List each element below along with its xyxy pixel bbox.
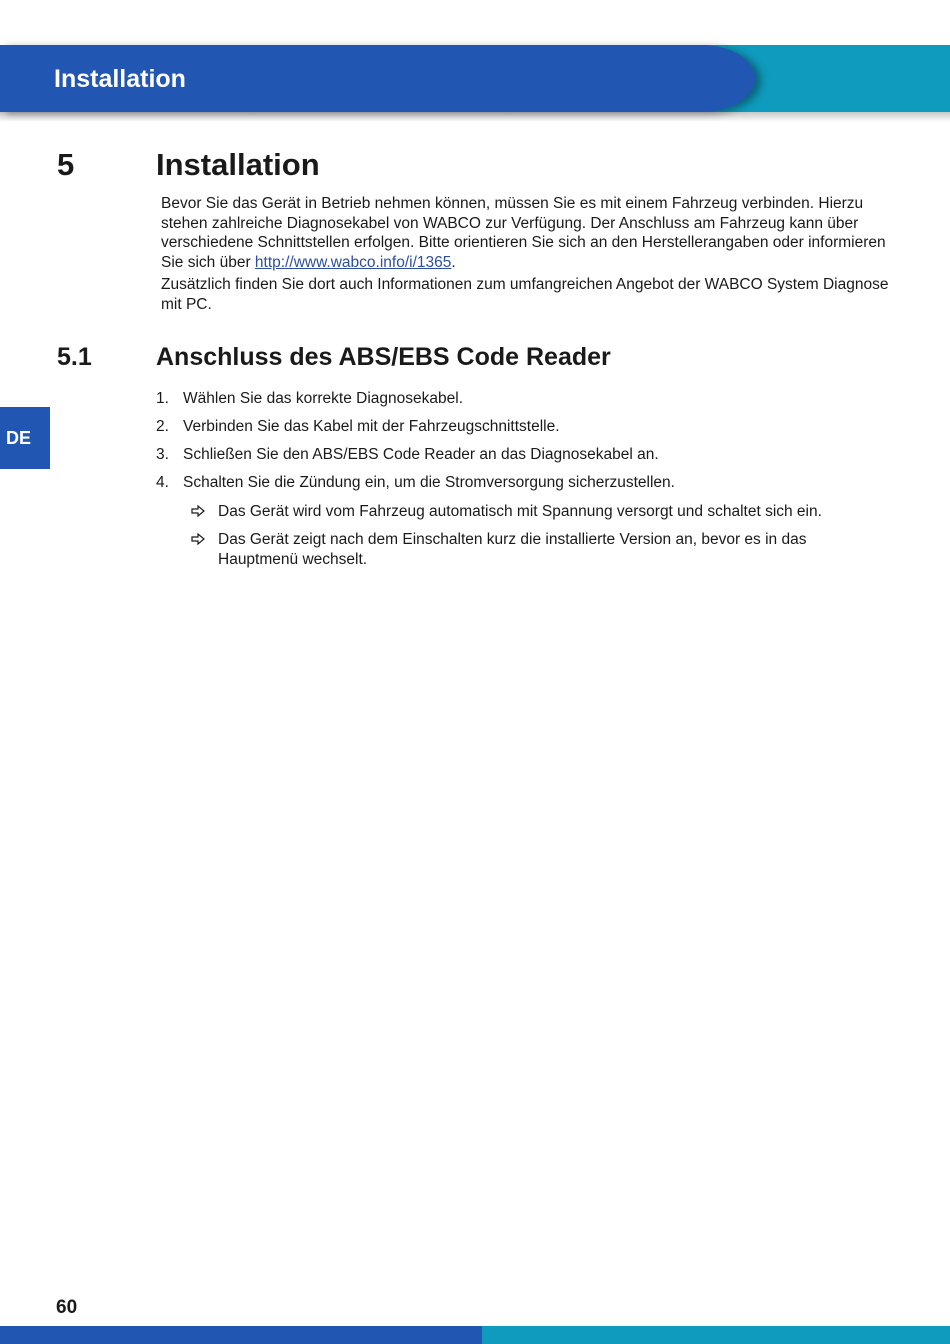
result-arrow-icon [191,505,205,517]
header-shadow [0,112,950,122]
subsection-number: 5.1 [57,343,92,371]
header-title: Installation [54,65,186,93]
footer-band-blue [0,1326,482,1344]
section-paragraph-2: Zusätzlich finden Sie dort auch Informationen zum umfangreichen Angebot der WABCO System Diagnose mit PC. [161,276,889,313]
paragraph-1-end: . [451,253,456,271]
result-item-text: Das Gerät zeigt nach dem Einschalten kurz die installierte Version an, bevor es in das Hauptmenü wechselt. [218,531,807,568]
subsection-title: Anschluss des ABS/EBS Code Reader [156,343,611,371]
list-item-number: 1. [156,390,169,407]
footer-band-teal [482,1326,950,1344]
list-item-number: 4. [156,474,169,491]
result-arrow-icon [191,533,205,545]
paragraph-1-text: Bevor Sie das Gerät in Betrieb nehmen können, müssen Sie es mit einem Fahrzeug verbinden. Hierzu stehen zahlreiche Diagnosekabel von WABCO zur Verfügung. Der Anschluss am Fahrzeug kann über verschiedene Schnittstellen erfolgen. Bitte orientieren Sie sich an den Herstellerangaben oder informieren Sie sich über [161,195,886,271]
list-item-number: 2. [156,418,169,435]
list-item-text: Verbinden Sie das Kabel mit der Fahrzeugschnittstelle. [183,418,560,435]
list-item-text: Schalten Sie die Zündung ein, um die Stromversorgung sicherzustellen. [183,474,675,491]
section-title: Installation [156,147,320,182]
language-tab [0,407,50,469]
list-item-number: 3. [156,446,169,463]
section-number: 5 [57,147,75,182]
section-paragraph-1 [161,194,891,272]
list-item-text: Schließen Sie den ABS/EBS Code Reader an das Diagnosekabel an. [183,446,659,463]
result-item-text: Das Gerät wird vom Fahrzeug automatisch mit Spannung versorgt und schaltet sich ein. [218,503,822,520]
wabco-info-link[interactable]: http://www.wabco.info/i/1365 [254,253,452,271]
page-number: 60 [56,1297,78,1318]
list-item-text: Wählen Sie das korrekte Diagnosekabel. [183,390,464,407]
language-tab-label: DE [6,427,32,448]
